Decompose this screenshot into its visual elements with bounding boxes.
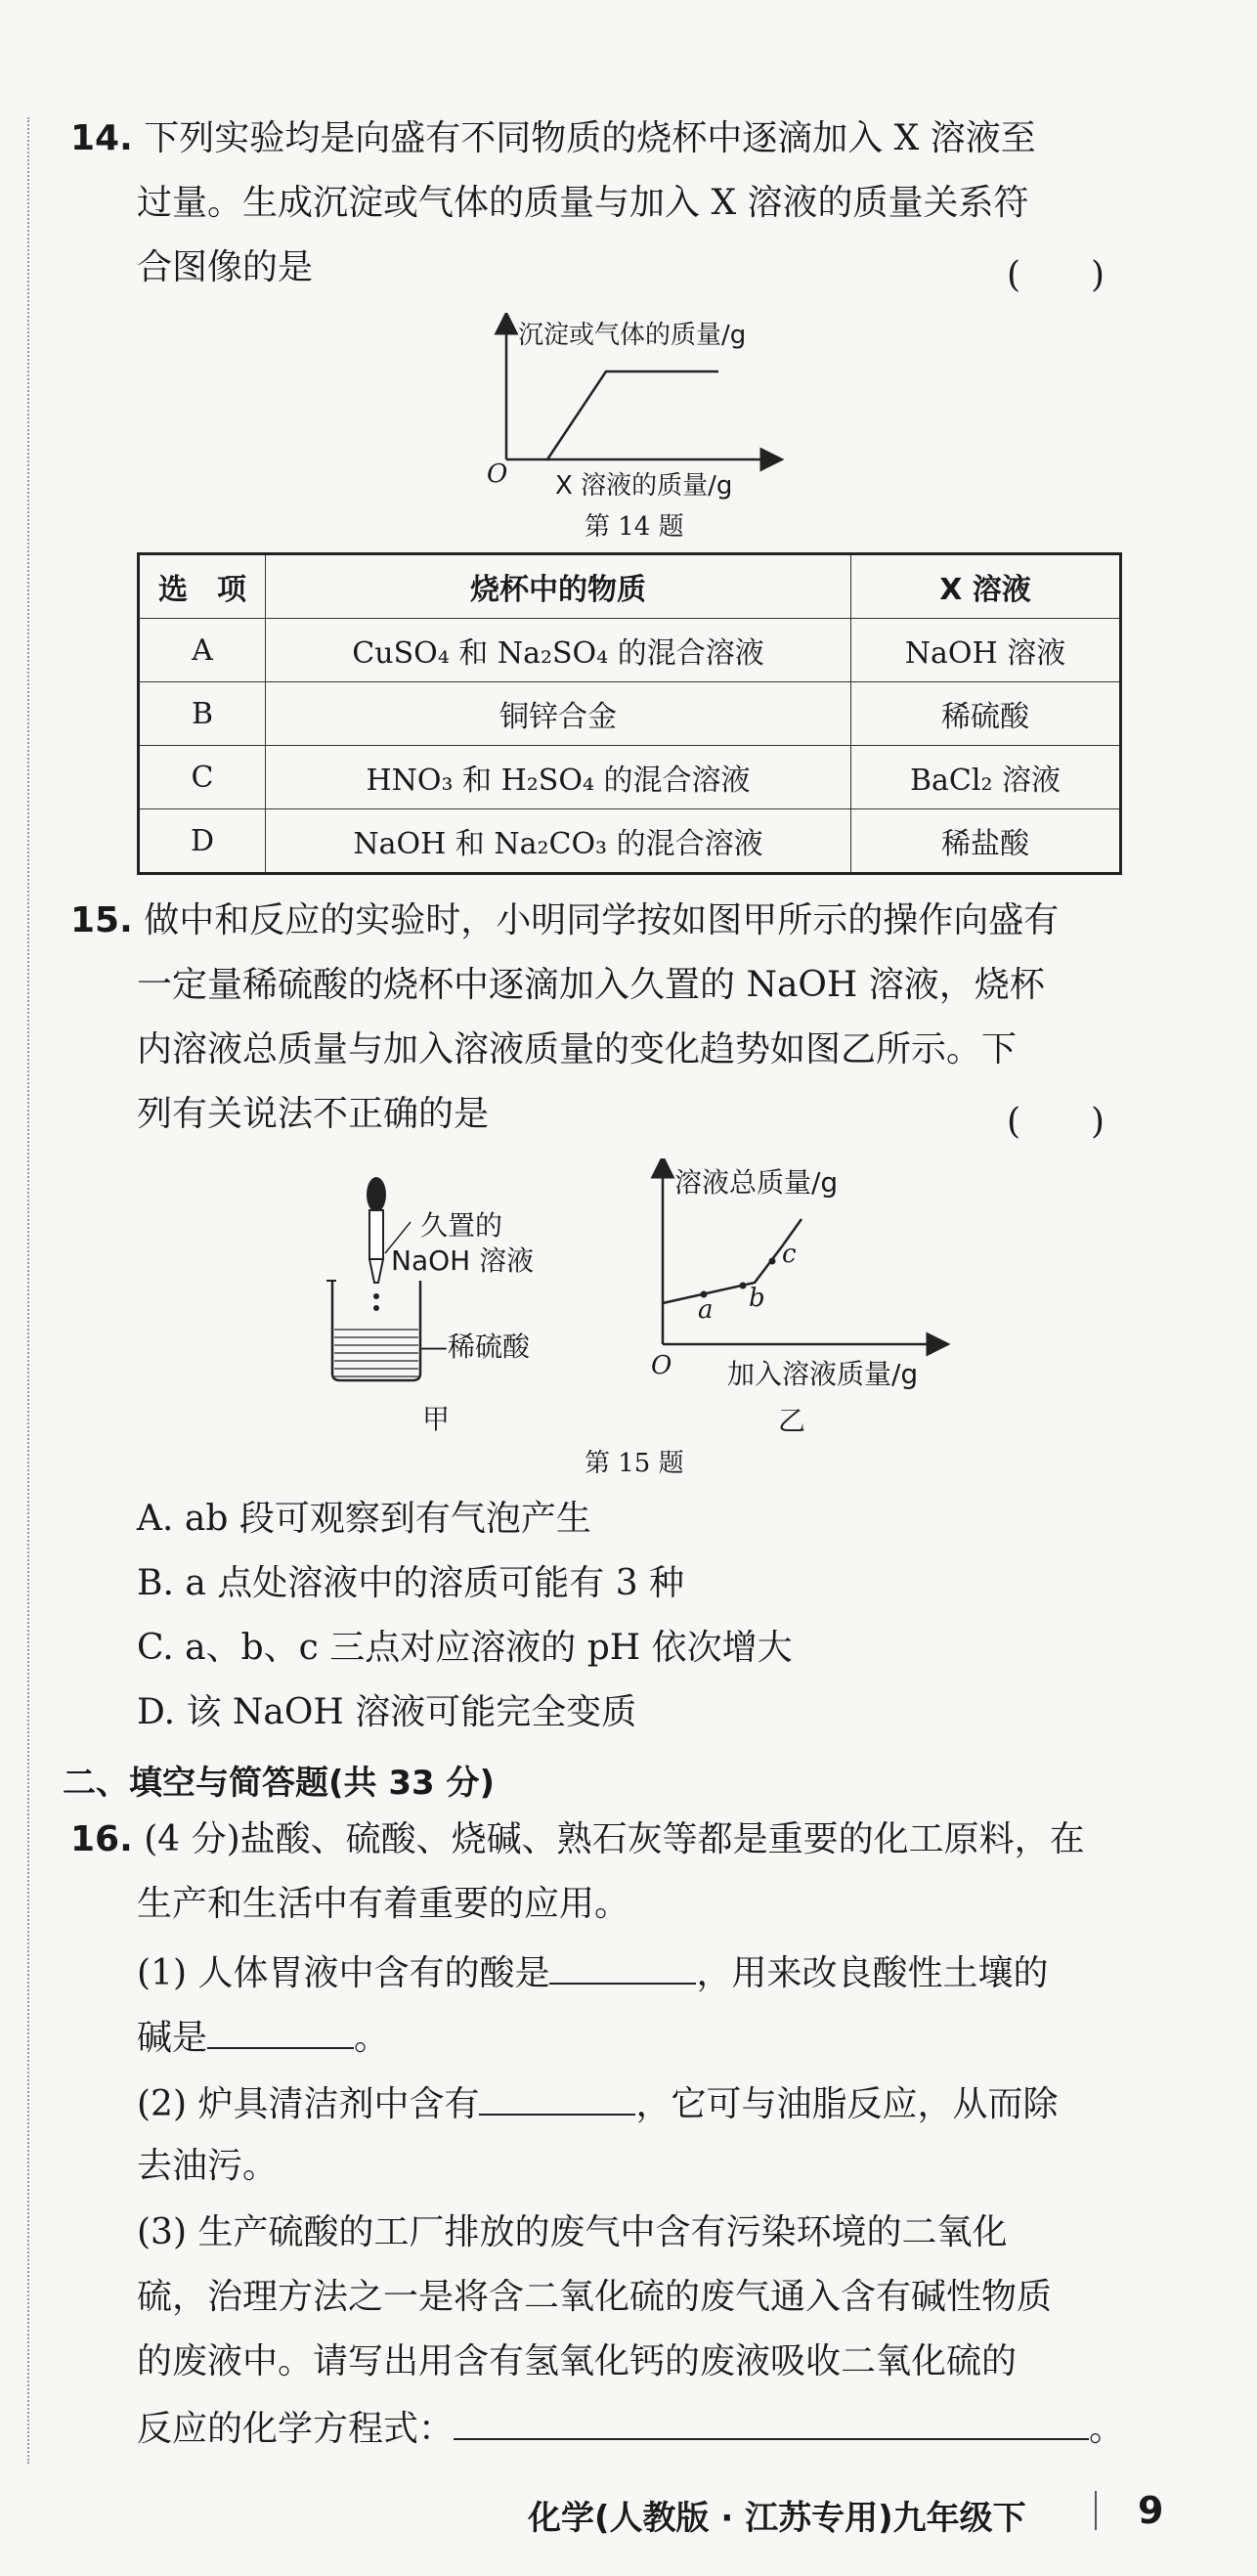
q15-fig-b-origin: O <box>651 1351 672 1380</box>
q14-x-label: X 溶液的质量/g <box>555 471 733 501</box>
q16-part1-line1: (1) 人体胃液中含有的酸是 ，用来改良酸性土壤的 <box>137 1947 1048 1997</box>
q16-part3-line1: (3) 生产硫酸的工厂排放的废气中含有污染环境的二氧化 <box>137 2212 1008 2252</box>
row-d-x: 稀盐酸 <box>851 809 1121 874</box>
q16-part3-line4: 反应的化学方程式： 。 <box>137 2403 1124 2453</box>
table-row <box>139 746 1121 809</box>
q15-fig-b-xlabel: 加入溶液质量/g <box>727 1358 919 1390</box>
header-x-solution: X 溶液 <box>851 554 1121 619</box>
q14-series-line <box>547 371 718 459</box>
q16-part2-line1: (2) 炉具清洁剂中含有 ，它可与油脂反应，从而除 <box>137 2078 1058 2128</box>
q15-point-c <box>769 1258 776 1265</box>
row-b-option: B <box>139 682 266 746</box>
q15-option-a: A. ab 段可观察到有气泡产生 <box>137 1499 591 1539</box>
q14-line3: 合图像的是 <box>137 247 314 287</box>
header-beaker: 烧杯中的物质 <box>266 554 851 619</box>
q16-part2-line2: 去油污。 <box>137 2146 279 2186</box>
q16-blank-equation[interactable] <box>454 2403 1089 2440</box>
q15-option-b: B. a 点处溶液中的溶质可能有 3 种 <box>137 1563 685 1603</box>
row-c-beaker: HNO₃ 和 H₂SO₄ 的混合溶液 <box>266 746 851 809</box>
q16-blank-cleaner[interactable] <box>479 2078 635 2116</box>
q16-number: 16. <box>70 1819 133 1859</box>
margin-dotted-line <box>27 117 29 2464</box>
q15-label-b: b <box>749 1284 765 1313</box>
q15-option-d: D. 该 NaOH 溶液可能完全变质 <box>137 1692 637 1732</box>
q15-point-b <box>740 1283 747 1289</box>
q15-answer-paren: ( ) <box>1007 1102 1105 1142</box>
q15-label-a: a <box>698 1295 714 1325</box>
row-c-option: C <box>139 746 266 809</box>
q15-line1: 15. 做中和反应的实验时，小明同学按如图甲所示的操作向盛有 <box>70 900 1060 940</box>
q15-fig-a-label3: —稀硫酸 <box>420 1331 531 1363</box>
footer-separator <box>1095 2491 1097 2530</box>
q16-part3-line3: 的废液中。请写出用含有氢氧化钙的废液吸收二氧化硫的 <box>137 2341 1018 2381</box>
q14-y-label: 沉淀或气体的质量/g <box>518 321 747 350</box>
section-heading: 二、填空与简答题(共 33 分) <box>63 1764 496 1803</box>
row-a-option: A <box>139 619 266 682</box>
q16-part3-line2: 硫，治理方法之一是将含二氧化硫的废气通入含有碱性物质 <box>137 2277 1053 2317</box>
q14-line1: 14. 下列实验均是向盛有不同物质的烧杯中逐滴加入 X 溶液至 <box>70 118 1036 158</box>
header-option: 选 项 <box>139 554 266 619</box>
q15-line2: 一定量稀硫酸的烧杯中逐滴加入久置的 NaOH 溶液，烧杯 <box>137 965 1045 1005</box>
q14-options-table <box>137 552 1122 875</box>
q15-number: 15. <box>70 900 133 940</box>
q16-part1-line2: 碱是 。 <box>137 2012 389 2062</box>
q15-label-c: c <box>782 1240 797 1269</box>
row-a-x: NaOH 溶液 <box>851 619 1121 682</box>
q15-fig-b-ylabel: 溶液总质量/g <box>674 1166 839 1199</box>
q15-fig-a-label2: NaOH 溶液 <box>391 1244 535 1277</box>
q14-origin: O <box>487 459 508 489</box>
table-row <box>139 619 1121 682</box>
q15-caption: 第 15 题 <box>585 1449 684 1478</box>
q14-line2: 过量。生成沉淀或气体的质量与加入 X 溶液的质量关系符 <box>137 183 1029 223</box>
page-footer-title: 化学(人教版 · 江苏专用)九年级下 <box>528 2499 1026 2538</box>
q16-blank-base[interactable] <box>207 2012 354 2049</box>
q15-line4: 列有关说法不正确的是 <box>137 1094 490 1134</box>
row-b-x: 稀硫酸 <box>851 682 1121 746</box>
page-number: 9 <box>1138 2489 1164 2532</box>
table-row <box>139 682 1121 746</box>
q15-line3: 内溶液总质量与加入溶液质量的变化趋势如图乙所示。下 <box>137 1029 1018 1070</box>
q16-line1: 16. (4 分)盐酸、硫酸、烧碱、熟石灰等都是重要的化工原料，在 <box>70 1819 1085 1859</box>
row-d-beaker: NaOH 和 Na₂CO₃ 的混合溶液 <box>266 809 851 874</box>
q15-series-line <box>663 1219 802 1303</box>
table-row <box>139 809 1121 874</box>
q15-fig-a-label1: 久置的 <box>420 1209 503 1242</box>
q15-option-c: C. a、b、c 三点对应溶液的 pH 依次增大 <box>137 1628 793 1668</box>
q14-number: 14. <box>70 118 133 158</box>
row-c-x: BaCl₂ 溶液 <box>851 746 1121 809</box>
row-d-option: D <box>139 809 266 874</box>
q16-blank-acid[interactable] <box>549 1947 696 1985</box>
row-b-beaker: 铜锌合金 <box>266 682 851 746</box>
q15-fig-a-caption: 甲 <box>422 1403 451 1435</box>
q14-caption: 第 14 题 <box>585 512 684 542</box>
q14-answer-paren: ( ) <box>1007 255 1105 295</box>
row-a-beaker: CuSO₄ 和 Na₂SO₄ 的混合溶液 <box>266 619 851 682</box>
q15-fig-b-caption: 乙 <box>778 1405 806 1437</box>
table-header-row <box>139 554 1121 619</box>
q16-line2: 生产和生活中有着重要的应用。 <box>137 1884 630 1924</box>
